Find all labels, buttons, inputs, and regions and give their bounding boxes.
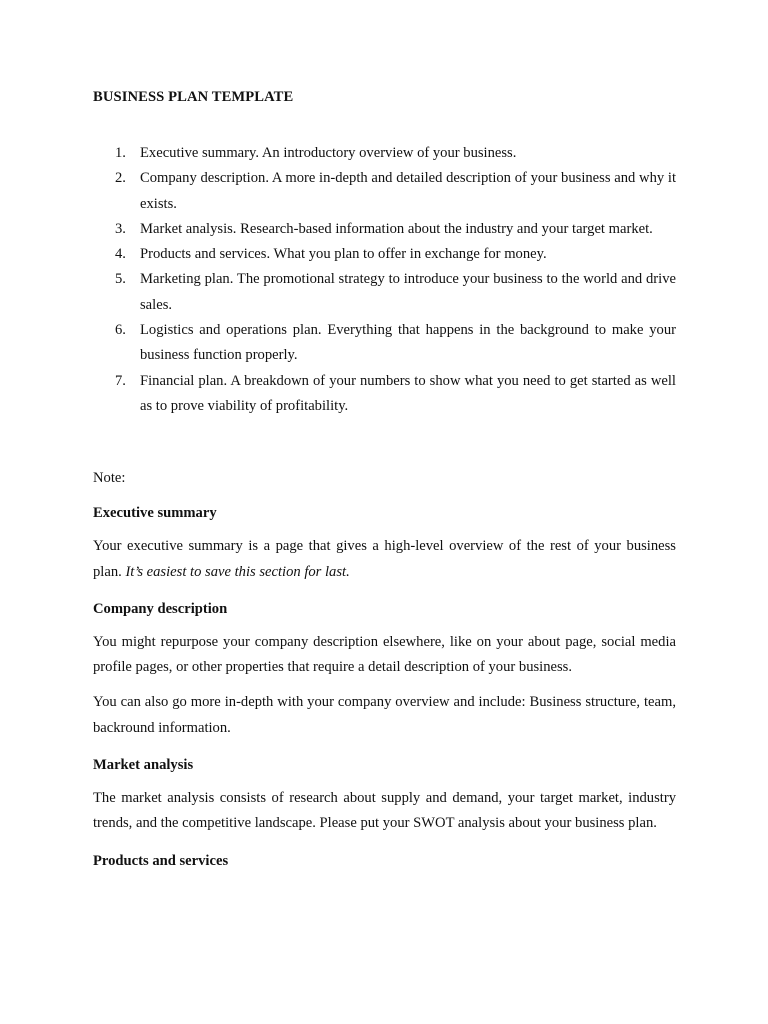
outline-item-number: 7. bbox=[115, 372, 126, 389]
market-analysis-heading: Market analysis bbox=[93, 757, 194, 774]
outline-item bbox=[93, 267, 676, 318]
note-label: Note: bbox=[93, 470, 126, 487]
company-description-heading: Company description bbox=[93, 600, 228, 617]
outline-item-number: 1. bbox=[115, 145, 126, 161]
document-title: BUSINESS PLAN TEMPLATE bbox=[93, 89, 294, 105]
executive-summary-tip: It’s easiest to save this section for last. bbox=[125, 563, 350, 580]
market-analysis-paragraph: The market analysis consists of research about supply and demand, your target market, industry trends, and the competitive landscape. Please put your SWOT analysis about your business plan. bbox=[93, 790, 676, 832]
outline-item bbox=[93, 141, 676, 166]
executive-summary-heading: Executive summary bbox=[93, 505, 217, 522]
outline-item-text: Company description. A more in-depth and detailed description of your business and why it exists. bbox=[140, 170, 676, 212]
outline-item-number: 2. bbox=[115, 170, 126, 187]
outline-item-text: Market analysis. Research-based information about the industry and your target market. bbox=[140, 220, 653, 237]
outline-item-number: 3. bbox=[115, 220, 126, 237]
outline-item-text: Financial plan. A breakdown of your numbers to show what you need to get started as well as to prove viability of profitability. bbox=[140, 372, 676, 414]
outline-item-text: Executive summary. An introductory overview of your business. bbox=[140, 145, 517, 161]
outline-item bbox=[93, 318, 676, 369]
outline-item-number: 6. bbox=[115, 322, 126, 339]
outline-item bbox=[93, 166, 676, 217]
outline-item-text: Marketing plan. The promotional strategy to introduce your business to the world and drive sales. bbox=[140, 271, 676, 313]
executive-summary-paragraph bbox=[93, 534, 676, 585]
document-page bbox=[93, 86, 676, 872]
products-services-heading: Products and services bbox=[93, 852, 229, 869]
plan-outline-list bbox=[93, 141, 676, 419]
company-description-paragraph-2: You can also go more in-depth with your company overview and include: Business structure, team, backround information. bbox=[93, 694, 676, 736]
outline-item bbox=[93, 369, 676, 420]
outline-item-text: Products and services. What you plan to offer in exchange for money. bbox=[140, 246, 547, 263]
outline-item-number: 5. bbox=[115, 271, 126, 288]
company-description-paragraph-1: You might repurpose your company description elsewhere, like on your about page, social media profile pages, or other properties that require a detail description of your business. bbox=[93, 633, 676, 676]
executive-summary-text: Your executive summary is a page that gives a high-level overview of the rest of your business plan. bbox=[93, 538, 676, 580]
outline-item-number: 4. bbox=[115, 246, 126, 263]
outline-item bbox=[93, 217, 676, 242]
outline-item-text: Logistics and operations plan. Everything that happens in the background to make your business function properly. bbox=[140, 322, 676, 364]
outline-item bbox=[93, 242, 676, 267]
